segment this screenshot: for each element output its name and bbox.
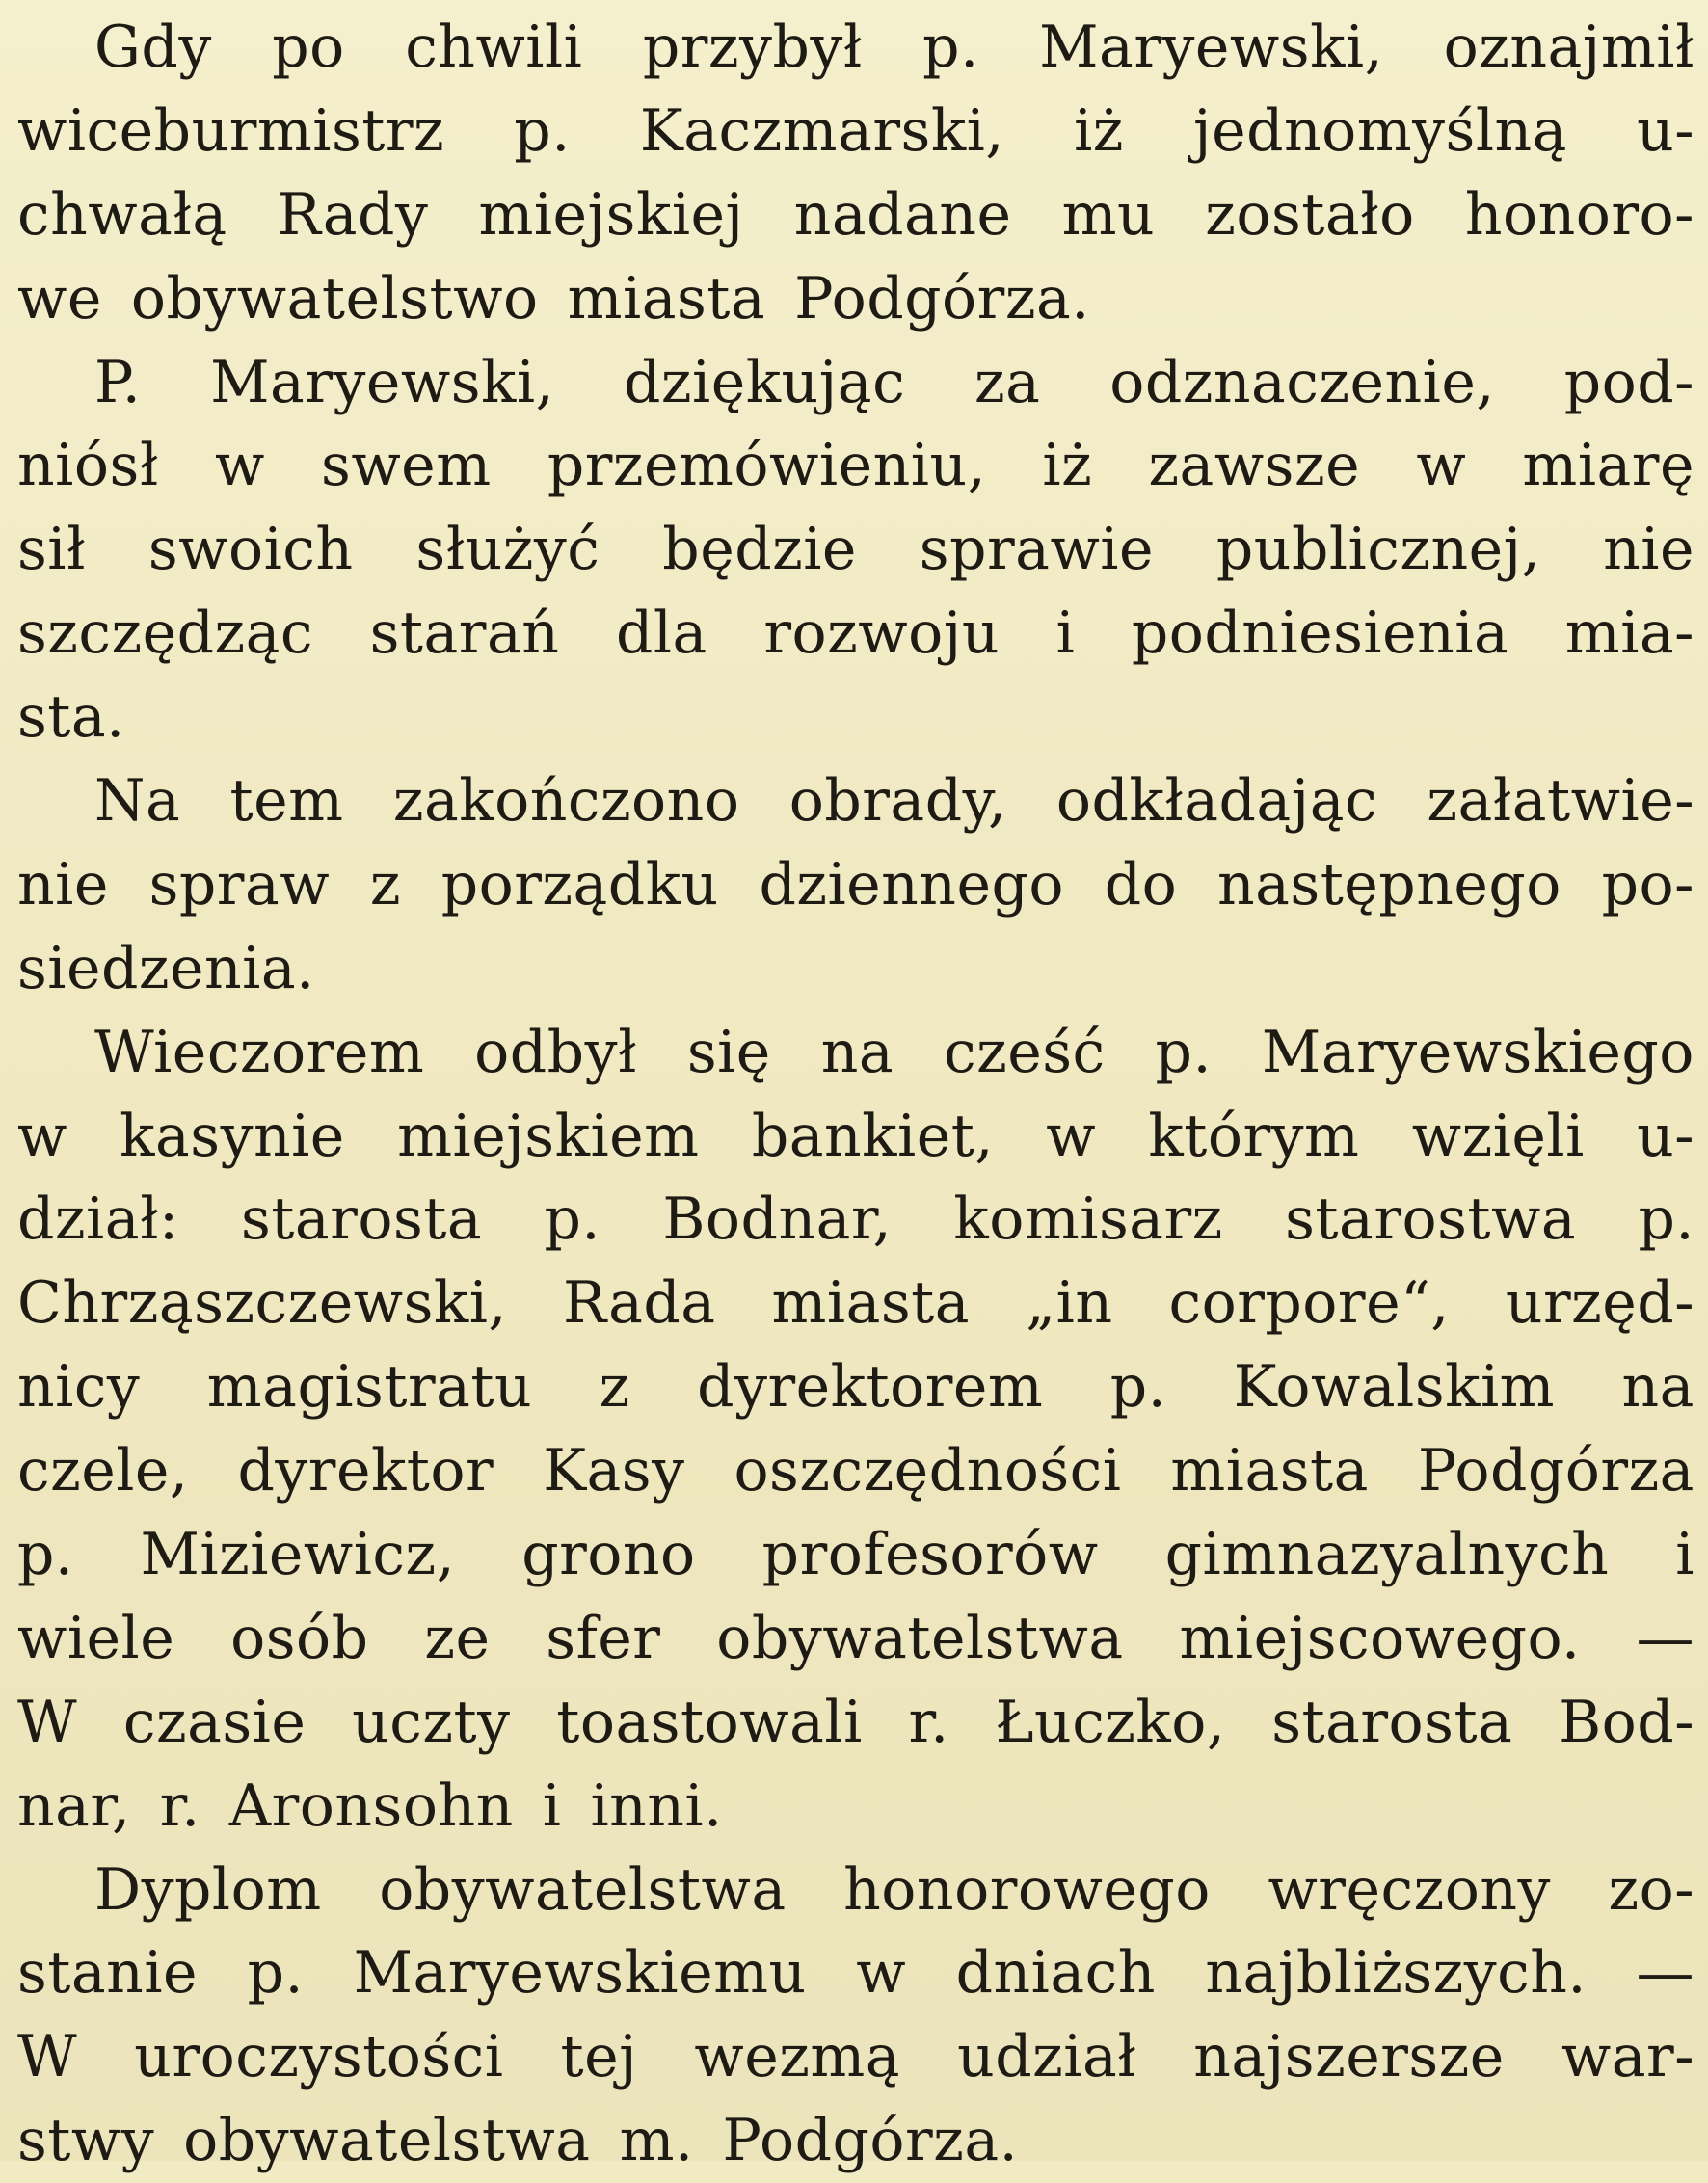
- text-line: [17, 592, 1695, 676]
- text-line: [17, 2099, 1695, 2183]
- word: miejskiej: [478, 180, 744, 249]
- word: Podgórza: [1417, 1437, 1695, 1505]
- word: profesorów: [761, 1521, 1099, 1589]
- text-line: [17, 173, 1695, 257]
- word: Kowalskim: [1233, 1353, 1556, 1422]
- word: niósł: [17, 432, 159, 500]
- word: gimnazyalnych: [1164, 1521, 1610, 1589]
- word: miejskiem: [397, 1102, 700, 1170]
- word: grono: [521, 1521, 696, 1589]
- word: oznajmił: [1443, 13, 1695, 81]
- word: p.: [544, 1185, 600, 1254]
- word: u-: [1637, 96, 1695, 165]
- word: dyrektor: [237, 1437, 494, 1505]
- word: ze: [424, 1604, 491, 1672]
- word: p.: [1155, 1018, 1213, 1086]
- paragraph: [17, 759, 1695, 1011]
- word: Podgórza.: [722, 2107, 1019, 2175]
- word: —: [1636, 1939, 1695, 2008]
- word: Łuczko,: [995, 1688, 1226, 1756]
- word: i: [1675, 1521, 1695, 1589]
- word: osób: [230, 1604, 369, 1672]
- word: dla: [615, 599, 707, 668]
- word: Rady: [277, 180, 429, 249]
- word: rozwoju: [763, 599, 1001, 668]
- word: inni.: [590, 1771, 723, 1840]
- word: Kasy: [543, 1437, 685, 1505]
- text-line: [17, 90, 1695, 173]
- word: komisarz: [953, 1185, 1223, 1254]
- word: iż: [1074, 96, 1124, 165]
- word: toastowali: [556, 1688, 863, 1756]
- word: odznaczenie,: [1109, 348, 1495, 416]
- word: w: [856, 1939, 907, 2008]
- word: porządku: [440, 850, 719, 918]
- text-line: [17, 759, 1695, 843]
- word: służyć: [415, 516, 600, 584]
- word: w: [17, 1102, 67, 1170]
- word: stwy: [17, 2107, 155, 2175]
- word: nie: [17, 850, 109, 918]
- word: Miziewicz,: [140, 1521, 456, 1589]
- word: Gdy: [94, 13, 212, 81]
- text-line: [17, 1765, 1695, 1849]
- word: wręczony: [1268, 1855, 1551, 1924]
- word: Wieczorem: [94, 1018, 425, 1086]
- word: chwałą: [17, 180, 227, 249]
- word: szczędząc: [17, 599, 314, 668]
- text-line: [17, 508, 1695, 592]
- word: chwili: [405, 13, 583, 81]
- word: i: [542, 1771, 562, 1840]
- word: bankiet,: [751, 1102, 994, 1170]
- word: obrady,: [788, 767, 1007, 836]
- paragraph: [17, 6, 1695, 341]
- text-line: [17, 2015, 1695, 2099]
- text-line: [17, 257, 1695, 341]
- word: którym: [1148, 1102, 1360, 1170]
- text-line: [17, 424, 1695, 508]
- word: zostało: [1205, 180, 1415, 249]
- word: swoich: [147, 516, 354, 584]
- text-line: [17, 676, 1695, 759]
- paragraph: [17, 1011, 1695, 1849]
- word: starań: [369, 599, 560, 668]
- paragraph: [17, 1849, 1695, 2183]
- word: m.: [619, 2107, 694, 2175]
- word: na: [1621, 1353, 1695, 1422]
- word: będzie: [662, 516, 857, 584]
- word: miarę: [1522, 432, 1695, 500]
- text-line: [17, 1178, 1695, 1262]
- word: dyrektorem: [697, 1353, 1044, 1422]
- word: oszczędności: [734, 1437, 1122, 1505]
- word: miasta: [1170, 1437, 1369, 1505]
- word: Maryewskiemu: [353, 1939, 807, 2008]
- word: dziennego: [759, 850, 1064, 918]
- word: stanie: [17, 1939, 199, 2008]
- word: mu: [1061, 180, 1156, 249]
- word: mia-: [1564, 599, 1695, 668]
- word: uroczystości: [134, 2023, 504, 2091]
- word: najbliższych.: [1205, 1939, 1587, 2008]
- word: najszersze: [1193, 2023, 1505, 2091]
- word: w: [214, 432, 265, 500]
- paragraph: [17, 341, 1695, 759]
- text-line: [17, 1849, 1695, 1932]
- word: jednomyślną: [1192, 96, 1567, 165]
- word: na: [820, 1018, 894, 1086]
- word: Maryewski,: [210, 348, 555, 416]
- word: miasta: [567, 264, 766, 333]
- text-line: [17, 843, 1695, 927]
- word: Rada: [563, 1269, 716, 1338]
- word: p.: [514, 96, 571, 165]
- word: p.: [247, 1939, 305, 2008]
- word: wzięli: [1411, 1102, 1585, 1170]
- word: przemówieniu,: [547, 432, 987, 500]
- word: Na: [94, 767, 181, 836]
- word: starosta: [1271, 1688, 1513, 1756]
- word: Chrząszczewski,: [17, 1269, 508, 1338]
- word: Maryewski,: [1039, 13, 1384, 81]
- word: pod-: [1563, 348, 1695, 416]
- word: dniach: [955, 1939, 1156, 2008]
- word: war-: [1561, 2023, 1695, 2091]
- word: u-: [1637, 1102, 1695, 1170]
- word: czasie: [122, 1688, 307, 1756]
- word: tej: [560, 2023, 638, 2091]
- word: corpore“,: [1168, 1269, 1450, 1338]
- text-line: [17, 927, 1695, 1011]
- word: zawsze: [1148, 432, 1361, 500]
- word: obywatelstwa: [716, 1604, 1124, 1672]
- word: tem: [229, 767, 344, 836]
- word: w: [1416, 432, 1467, 500]
- word: odkładając: [1055, 767, 1378, 836]
- word: nar,: [17, 1771, 131, 1840]
- word: za: [974, 348, 1041, 416]
- word: wezmą: [694, 2023, 901, 2091]
- word: spraw: [148, 850, 331, 918]
- word: W: [17, 2023, 78, 2091]
- word: we: [17, 264, 102, 333]
- word: urzęd-: [1505, 1269, 1695, 1338]
- word: obywatelstwo: [130, 264, 539, 333]
- word: starostwa: [1285, 1185, 1577, 1254]
- word: zakończono: [392, 767, 740, 836]
- word: r.: [908, 1688, 949, 1756]
- word: —: [1636, 1604, 1695, 1672]
- word: r.: [159, 1771, 200, 1840]
- word: załatwie-: [1427, 767, 1695, 836]
- word: do: [1104, 850, 1178, 918]
- word: Podgórza.: [794, 264, 1090, 333]
- word: P.: [94, 348, 142, 416]
- article-column: [17, 6, 1695, 2183]
- word: z: [369, 850, 401, 918]
- word: sfer: [546, 1604, 661, 1672]
- word: następnego: [1216, 850, 1561, 918]
- word: Bod-: [1559, 1688, 1695, 1756]
- text-line: [17, 1011, 1695, 1095]
- text-line: [17, 341, 1695, 425]
- word: Maryewskiego: [1261, 1018, 1695, 1086]
- word: po-: [1601, 850, 1695, 918]
- word: podniesienia: [1131, 599, 1509, 668]
- word: starosta: [241, 1185, 483, 1254]
- word: sta.: [17, 683, 125, 752]
- word: wiele: [17, 1604, 175, 1672]
- word: sprawie: [919, 516, 1155, 584]
- word: nicy: [17, 1353, 141, 1422]
- word: wiceburmistrz: [17, 96, 445, 165]
- word: uczty: [352, 1688, 511, 1756]
- word: p.: [17, 1521, 74, 1589]
- word: miejscowego.: [1179, 1604, 1581, 1672]
- word: obywatelstwa: [379, 1855, 787, 1924]
- word: dziękując: [623, 348, 906, 416]
- word: Dyplom: [94, 1855, 322, 1924]
- text-line: [17, 1931, 1695, 2015]
- word: p.: [1109, 1353, 1167, 1422]
- word: honorowego: [843, 1855, 1211, 1924]
- word: w: [1046, 1102, 1097, 1170]
- word: „in: [1026, 1269, 1113, 1338]
- word: i: [1055, 599, 1076, 668]
- word: iż: [1042, 432, 1093, 500]
- word: sił: [17, 516, 86, 584]
- word: Aronsohn: [228, 1771, 514, 1840]
- text-line: [17, 1429, 1695, 1513]
- word: obywatelstwa: [183, 2107, 591, 2175]
- word: Kaczmarski,: [639, 96, 1004, 165]
- word: nadane: [793, 180, 1012, 249]
- word: miasta: [771, 1269, 971, 1338]
- text-line: [17, 1513, 1695, 1597]
- word: swem: [321, 432, 492, 500]
- text-line: [17, 1597, 1695, 1681]
- word: czele,: [17, 1437, 189, 1505]
- word: p.: [922, 13, 979, 81]
- word: przybył: [642, 13, 863, 81]
- word: magistratu: [206, 1353, 533, 1422]
- word: się: [686, 1018, 771, 1086]
- word: odbył: [474, 1018, 637, 1086]
- word: honoro-: [1464, 180, 1695, 249]
- word: W: [17, 1688, 78, 1756]
- text-line: [17, 1681, 1695, 1765]
- word: siedzenia.: [17, 934, 315, 1002]
- word: cześć: [944, 1018, 1106, 1086]
- word: z: [599, 1353, 630, 1422]
- word: zo-: [1608, 1855, 1695, 1924]
- word: p.: [1638, 1185, 1695, 1254]
- word: publicznej,: [1215, 516, 1541, 584]
- text-line: [17, 6, 1695, 90]
- text-line: [17, 1262, 1695, 1345]
- word: kasynie: [120, 1102, 345, 1170]
- word: Bodnar,: [662, 1185, 893, 1254]
- word: dział:: [17, 1185, 179, 1254]
- text-line: [17, 1095, 1695, 1179]
- word: udział: [957, 2023, 1137, 2091]
- text-line: [17, 1345, 1695, 1429]
- word: po: [272, 13, 345, 81]
- word: nie: [1603, 516, 1695, 584]
